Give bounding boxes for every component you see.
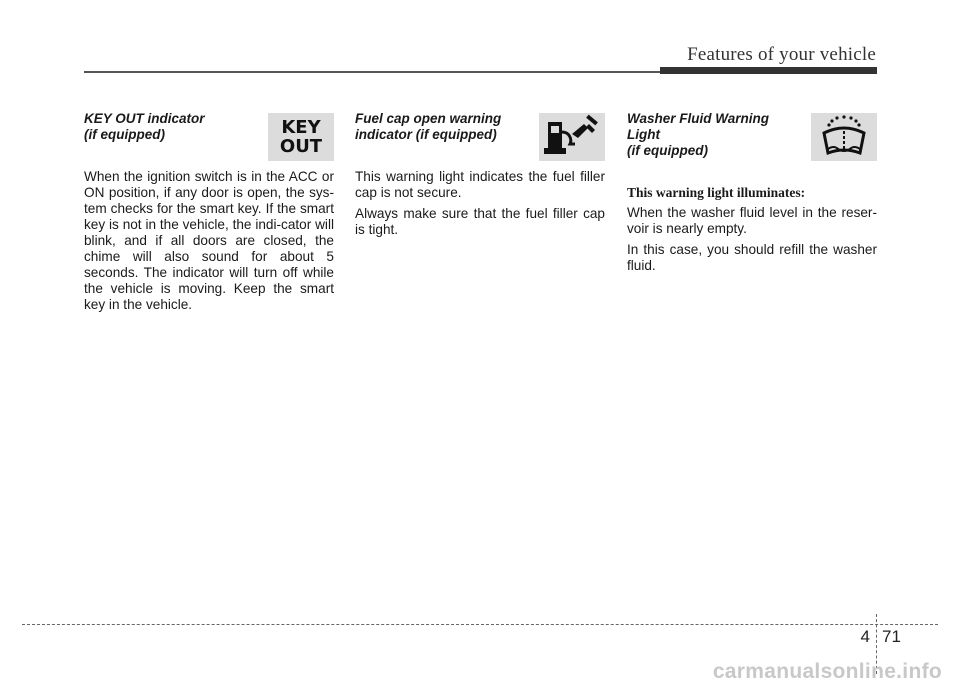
washer-fluid-section [627, 111, 877, 279]
heading-line: indicator (if equipped) [355, 127, 497, 142]
chapter-number: 4 [860, 627, 870, 646]
washer-fluid-icon [811, 113, 877, 161]
fuel-cap-open-icon [539, 113, 605, 161]
footer-rule [22, 624, 938, 625]
heading-line: KEY OUT indicator [84, 111, 205, 126]
key-out-section [84, 111, 334, 318]
body-paragraph: In this case, you should refill the washer fluid. [627, 242, 877, 273]
section-heading [627, 111, 792, 159]
body-paragraph: When the ignition switch is in the ACC or ON position, if any door is open, the sys-tem checks for the smart key. If the smart key is not in the vehicle, the indi-cator will blink, and if all doors are closed, the chime will also sound for about 5 seconds. The indicator will turn off while the vehicle is moving. Keep the smart key in the vehicle. [84, 169, 334, 312]
key-out-indicator-icon [268, 113, 334, 161]
fuel-cap-section [355, 111, 605, 243]
heading-line: Washer Fluid Warning Light [627, 111, 770, 142]
heading-line: Fuel cap open warning [355, 111, 502, 126]
header-rule-thick [660, 67, 877, 74]
subheading: This warning light illuminates: [627, 185, 806, 200]
page-header-title: Features of your vehicle [687, 44, 876, 65]
body-paragraph: This warning light indicates the fuel filler cap is not secure. [355, 169, 605, 200]
section-heading [355, 111, 520, 143]
body-paragraph: Always make sure that the fuel filler cap is tight. [355, 206, 605, 237]
heading-line: (if equipped) [84, 127, 165, 142]
heading-line: (if equipped) [627, 143, 708, 158]
section-heading [84, 111, 249, 143]
icon-label: KEY [281, 117, 321, 138]
body-paragraph: When the washer fluid level in the reser-voir is nearly empty. [627, 205, 877, 236]
header-rule-thin [84, 71, 660, 73]
page-number: 71 [882, 627, 901, 646]
icon-label: OUT [279, 136, 323, 157]
watermark: carmanualsonline.info [712, 660, 942, 683]
